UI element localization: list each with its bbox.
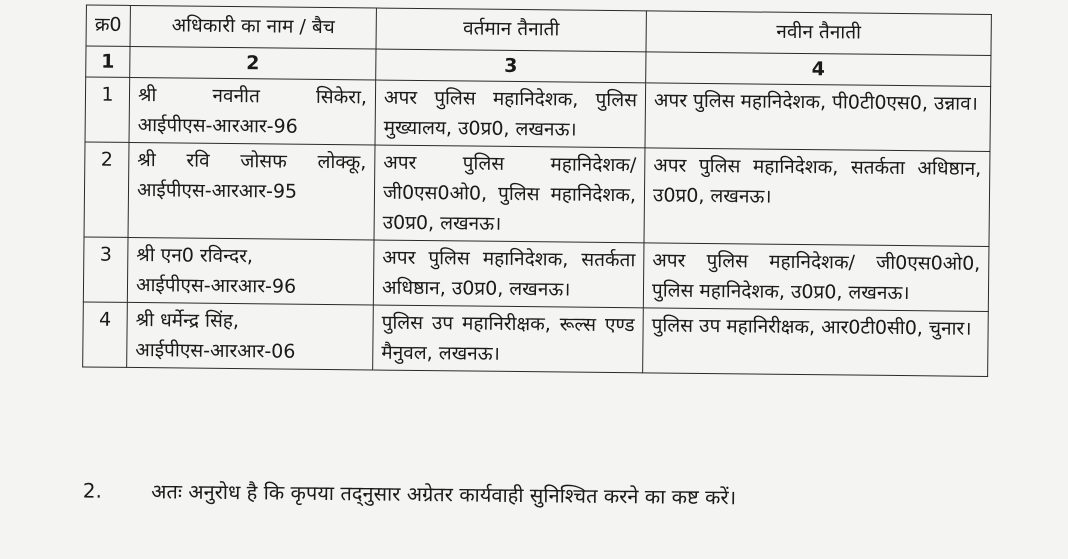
officer-name: श्री रवि जोसफ लोक्कू,	[137, 149, 367, 174]
header-new-posting: नवीन तैनाती	[646, 11, 991, 56]
posting-table	[82, 4, 992, 376]
serial-number: 3	[83, 237, 128, 302]
request-paragraph	[83, 476, 737, 510]
table-row	[83, 302, 989, 376]
officer-batch: आईपीएस-आरआर-06	[135, 339, 296, 363]
officer-cell	[127, 237, 374, 305]
new-posting: अपर पुलिस महानिदेशक, सतर्कता अधिष्ठान, उ0प्र0, लखनऊ।	[644, 148, 990, 247]
officer-batch: आईपीएस-आरआर-96	[135, 274, 297, 298]
officer-batch: आईपीएस-आरआर-95	[136, 179, 298, 203]
column-number: 2	[130, 46, 376, 80]
column-number: 4	[646, 52, 991, 87]
officer-cell	[127, 302, 374, 370]
header-officer-name: अधिकारी का नाम / बैच	[130, 5, 376, 49]
officer-cell	[129, 77, 376, 145]
current-posting: अपर पुलिस महानिदेशक, पुलिस मुख्यालय, उ0प्र0, लखनऊ।	[375, 80, 646, 148]
officer-name: श्री एन0 रविन्दर,	[136, 244, 254, 268]
table-row	[83, 237, 989, 311]
column-number: 1	[86, 46, 130, 77]
officer-name: श्री धर्मेन्द्र सिंह,	[135, 309, 240, 333]
table-row	[84, 142, 990, 246]
paragraph-number: 2.	[82, 478, 103, 503]
officer-batch: आईपीएस-आरआर-96	[137, 114, 298, 138]
current-posting: अपर पुलिस महानिदेशक/ जी0एस0ओ0, पुलिस महानिदेशक, उ0प्र0, लखनऊ।	[374, 145, 645, 243]
column-number: 3	[376, 49, 646, 83]
current-posting: अपर पुलिस महानिदेशक, सतर्कता अधिष्ठान, उ0प्र0, लखनऊ।	[373, 240, 644, 308]
new-posting: पुलिस उप महानिरीक्षक, आर0टी0सी0, चुनार।	[643, 308, 989, 377]
paragraph-text: अतः अनुरोध है कि कृपया तद्नुसार अग्रेतर कार्यवाही सुनिश्चित करने का कष्ट करें।	[151, 479, 737, 510]
serial-number: 1	[85, 77, 130, 142]
header-serial: क्र0	[86, 5, 130, 46]
table-row	[85, 77, 991, 151]
serial-number: 2	[84, 142, 129, 237]
officer-name: श्री नवनीत सिकेरा,	[137, 84, 368, 109]
officer-cell	[128, 142, 375, 240]
header-current-posting: वर्तमान तैनाती	[376, 8, 646, 52]
new-posting: अपर पुलिस महानिदेशक, पी0टी0एस0, उन्नाव।	[645, 83, 991, 152]
new-posting: अपर पुलिस महानिदेशक/ जी0एस0ओ0, पुलिस महानिदेशक, उ0प्र0, लखनऊ।	[643, 243, 989, 312]
current-posting: पुलिस उप महानिरीक्षक, रूल्स एण्ड मैनुवल, लखनऊ।	[373, 305, 644, 373]
serial-number: 4	[83, 302, 128, 367]
